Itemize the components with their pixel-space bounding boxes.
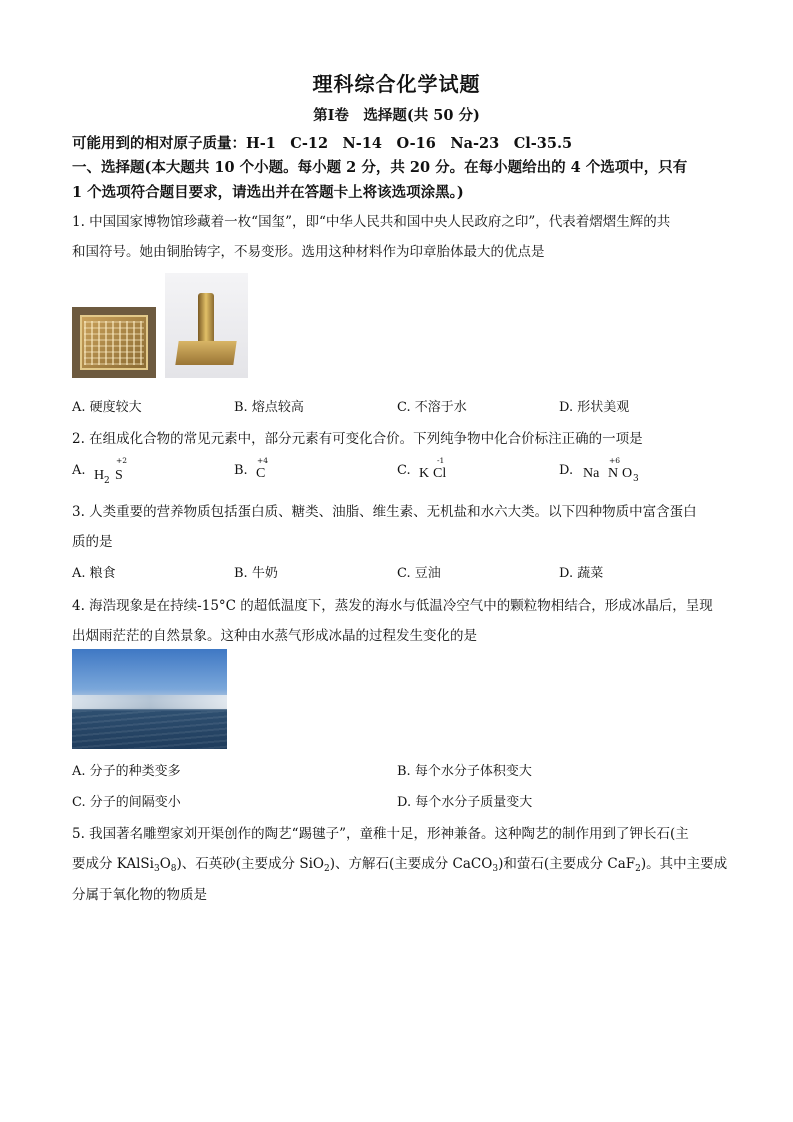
- q2-d-o: O: [622, 466, 633, 481]
- q3-stem-line1: 3. 人类重要的营养物质包括蛋白质、糖类、油脂、维生素、无机盐和水六大类。以下四种物质中富含蛋白: [72, 504, 697, 520]
- q5-stem-line1: 5. 我国著名雕塑家刘开渠创作的陶艺“踢毽子”，童稚十足，形神兼备。这种陶艺的制作用到了钾长石(主: [72, 826, 689, 842]
- q2-option-a[interactable]: [72, 454, 152, 488]
- q2-c-k: K: [419, 466, 430, 481]
- q1-stem-line1: 1. 中国国家博物馆珍藏着一枚“国玺”，即“中华人民共和国中央人民政府之印”，代表着熠熠生辉的共: [72, 214, 671, 230]
- q2-option-b[interactable]: [234, 454, 294, 488]
- q2-c-cl: Cl: [433, 466, 447, 481]
- q4-option-b[interactable]: B. 每个水分子体积变大: [397, 764, 532, 779]
- section-subtitle: 第I卷 选择题(共 50 分): [313, 107, 480, 124]
- q2-d-na: Na: [583, 466, 600, 481]
- q2-a-h: H: [94, 468, 105, 483]
- q2-option-c[interactable]: [397, 454, 467, 488]
- q4-option-c[interactable]: C. 分子的间隔变小: [72, 795, 181, 810]
- q2-stem: 2. 在组成化合物的常见元素中，部分元素有可变化合价。下列纯争物中化合价标注正确的一项是: [72, 431, 643, 447]
- q5-stem-line2: 要成分 $KAlSi_3O_8$)、石英砂(主要成分 SiO$_2$)、方解石(主要成分 CaCO$_3$)和萤石(主要成分 CaF$_2$)。其中主要成: [72, 856, 728, 874]
- q2-option-b-label: B.: [234, 463, 248, 478]
- q2-option-c-label: C.: [397, 463, 411, 478]
- seal-stamp-image: [165, 273, 248, 378]
- q3-stem-line2: 质的是: [72, 534, 113, 550]
- q1-option-b[interactable]: B. 熔点较高: [234, 400, 304, 415]
- q2-b-valence: +4: [257, 456, 269, 465]
- q2-d-valence: +6: [609, 456, 621, 465]
- sea-smoke-image: [72, 649, 227, 749]
- section-instructions-line2: 1 个选项符合题目要求，请选出并在答题卡上将该选项涂黑。): [72, 184, 464, 201]
- q2-c-valence: -1: [437, 456, 445, 465]
- q3-option-d[interactable]: D. 蔬菜: [559, 566, 604, 581]
- q2-a-s: S: [115, 468, 123, 483]
- q2-a-valence: +2: [116, 456, 128, 465]
- q4-option-a[interactable]: A. 分子的种类变多: [72, 764, 181, 779]
- q4-stem-line2: 出烟雨茫茫的自然景象。这种由水蒸气形成冰晶的过程发生变化的是: [72, 628, 477, 644]
- q1-stem-line2: 和国符号。她由铜胎铸字，不易变形。选用这种材料作为印章胎体最大的优点是: [72, 244, 545, 260]
- q3-option-a[interactable]: A. 粮食: [72, 566, 116, 581]
- seal-face-image: [72, 307, 156, 378]
- q1-option-c[interactable]: C. 不溶于水: [397, 400, 467, 415]
- q2-option-d[interactable]: [559, 454, 659, 488]
- q3-option-b[interactable]: B. 牛奶: [234, 566, 278, 581]
- atomic-masses: 可能用到的相对原子质量：H-1 C-12 N-14 O-16 Na-23 Cl-35.5: [72, 135, 573, 152]
- q2-a-sub: 2: [104, 476, 110, 486]
- q1-option-a[interactable]: A. 硬度较大: [72, 400, 142, 415]
- page-title: 理科综合化学试题: [312, 72, 481, 96]
- q2-d-sub: 3: [633, 474, 639, 484]
- q2-b-c: C: [256, 466, 266, 481]
- q2-d-n: N: [608, 466, 619, 481]
- section-instructions-line1: 一、选择题(本大题共 10 个小题。每小题 2 分，共 20 分。在每小题给出的 4 个选项中，只有: [72, 159, 688, 176]
- q2-option-d-label: D.: [559, 463, 574, 478]
- q5-stem-line3: 分属于氧化物的物质是: [72, 887, 207, 903]
- q4-option-d[interactable]: D. 每个水分子质量变大: [397, 795, 533, 810]
- q2-option-a-label: A.: [72, 463, 86, 478]
- q4-stem-line1: 4. 海浩现象是在持续-15°C 的超低温度下，蒸发的海水与低温冷空气中的颗粒物相结合，形成冰晶后，呈现: [72, 598, 713, 614]
- q3-option-c[interactable]: C. 豆油: [397, 566, 441, 581]
- q1-option-d[interactable]: D. 形状美观: [559, 400, 630, 415]
